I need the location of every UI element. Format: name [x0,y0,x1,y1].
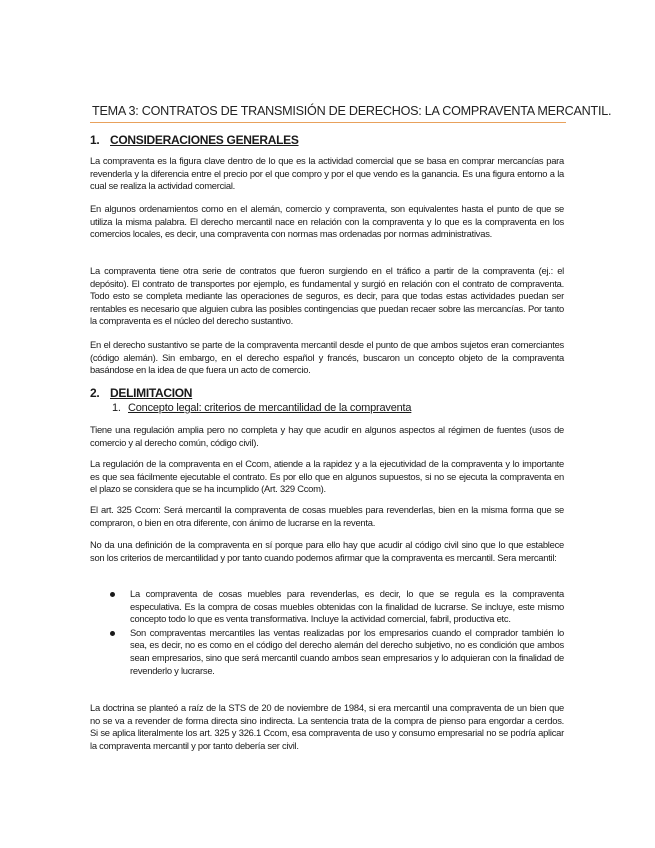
bullet-icon [110,631,115,636]
paragraph: No da una definición de la compraventa en sí porque para ello hay que acudir al código civil sino que lo que establece son los criterios de mercantilidad y por tanto cuando podemos afirmar que la compraventa es mercantil. Sera mercantil: [90,539,564,563]
paragraph: El art. 325 Ccom: Será mercantil la compraventa de cosas muebles para revenderlas, bien en la misma forma que se compraron, o bien en otra diferente, con ánimo de lucrarse en la reventa. [90,504,564,528]
paragraph: La regulación de la compraventa en el Ccom, atiende a la rapidez y a la ejecutividad de la compraventa y lo importante es que sea fácilmente ejecutable el contrato. Es por ello que en algunos supuestos, si no se ejecuta la compraventa en el plazo se considera que se ha incumplido (Art. 329 Ccom). [90,458,564,495]
paragraph: En el derecho sustantivo se parte de la compraventa mercantil desde el punto de que ambos sujetos eran comerciantes (código alemán). Sin embargo, en el derecho español y francés, buscaron un concepto objeto de la compraventa basándose en la idea de que fuera un acto de comercio. [90,339,564,376]
list-item [90,588,564,626]
document-title: TEMA 3: CONTRATOS DE TRANSMISIÓN DE DERECHOS: LA COMPRAVENTA MERCANTIL. [92,104,612,118]
section-2-number: 2. [90,386,100,400]
section-2-title: DELIMITACION [110,386,193,400]
paragraph: La compraventa tiene otra serie de contratos que fueron surgiendo en el tráfico a partir de la compraventa (ej.: el depósito). El contrato de transportes por ejemplo, es fundamental y surgió en relación con el contrato de compraventa. Todo esto se completa mediante las operaciones de seguros, es decir, para que todas estas actividades puedan ser rentables es necesario que alguien cubra las posibles contingencias que puedan recaer sobre las mercancías. Por tanto la compraventa es el núcleo del derecho sustantivo. [90,265,564,327]
paragraph: En algunos ordenamientos como en el alemán, comercio y compraventa, son equivalentes hasta el punto de que se utiliza la misma palabra. El derecho mercantil nace en relación con la compraventa y lo que es la compraventa en los comercios locales, es decir, una compraventa con normas mas ordenadas por normas administrativas. [90,203,564,240]
section-1-heading [90,133,299,147]
section-2-heading [90,386,192,400]
list-item-text: Son compraventas mercantiles las ventas realizadas por los empresarios cuando el comprador también lo sea, es decir, no es como en el código del derecho alemán del derecho subjetivo, no es condición que ambos sean empresarios, sino que será mercantil cuando ambos sean empresarios y lo adquieran con la finalidad de revenderlo y lucrarse. [130,626,564,676]
section-1-title: CONSIDERACIONES GENERALES [110,133,299,147]
bullet-icon [110,592,115,597]
paragraph: Tiene una regulación amplia pero no completa y hay que acudir en algunos aspectos al régimen de fuentes (usos de comercio y al derecho común, código civil). [90,424,564,448]
paragraph: La compraventa es la figura clave dentro de lo que es la actividad comercial que se basa en comprar mercancías para revenderla y la diferencia entre el precio por el que compro y por el que vendo es la ganancia. Es una figura entorno a la cual se realiza la actividad comercial. [90,155,564,192]
title-divider [90,122,566,123]
list-item [90,627,564,677]
subsection-heading [112,402,411,414]
subsection-title: Concepto legal: criterios de mercantilidad de la compraventa [128,402,412,414]
criteria-list [90,588,564,678]
section-1-number: 1. [90,133,100,147]
paragraph: La doctrina se planteó a raíz de la STS de 20 de noviembre de 1984, si era mercantil una compraventa de un bien que no se va a revender de forma directa sino indirecta. La sentencia trata de la compra de pienso para engordar a cerdos. Si se aplica literalmente los art. 325 y 326.1 Ccom, esa compraventa de uso y consumo empresarial no se podría aplicar la compraventa mercantil y por tanto debería ser civil. [90,702,564,751]
subsection-number: 1. [112,402,121,414]
list-item-text: La compraventa de cosas muebles para revenderlas, es decir, lo que se regula es la compraventa especulativa. Es la compra de cosas muebles obtenidas con la finalidad de lucrarse. Se incluye, este mismo concepto todo lo que es venta transformativa. Incluye la actividad comercial, fabril, productiva etc. [130,588,564,625]
